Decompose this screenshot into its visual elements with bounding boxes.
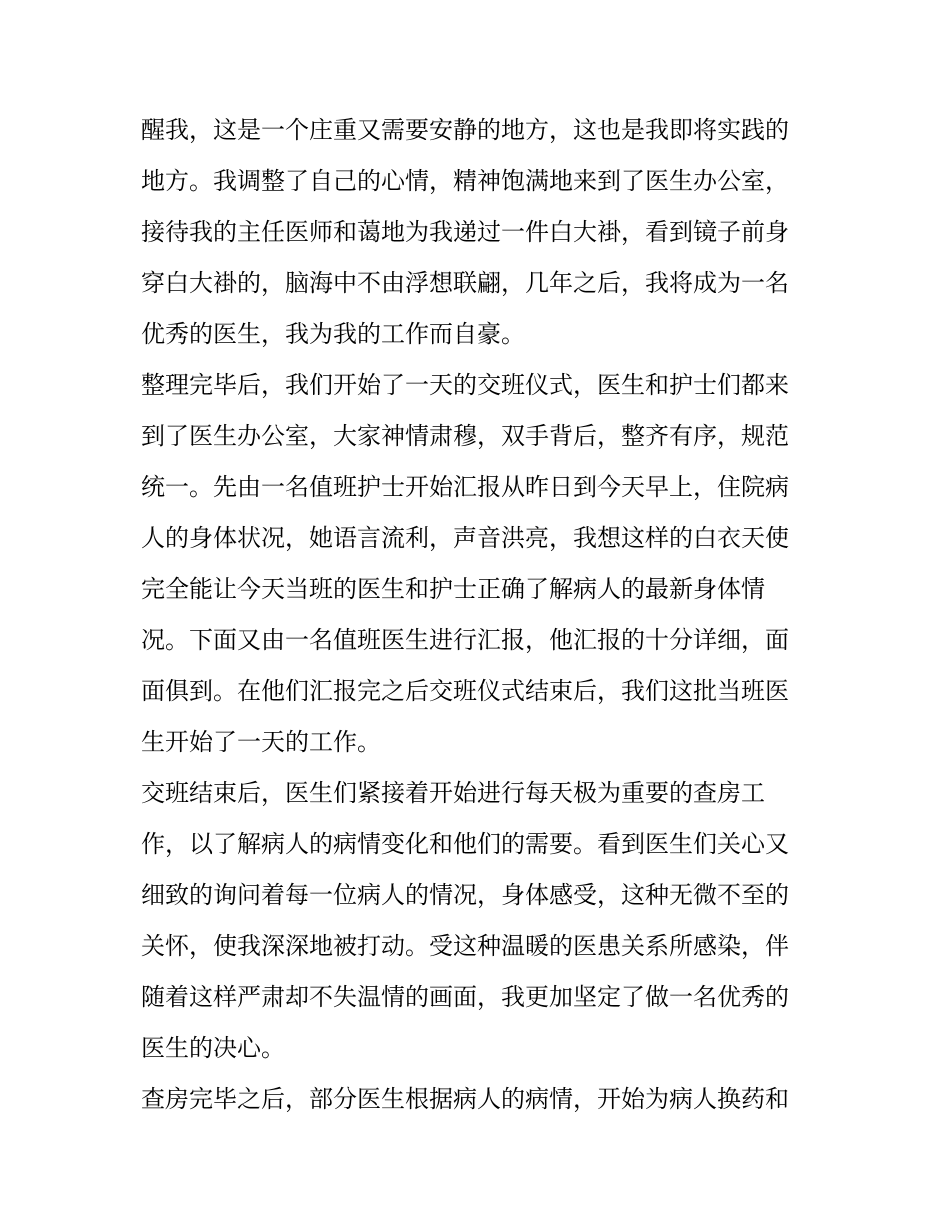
text-line: 随着这样严肃却不失温情的画面，我更加坚定了做一名优秀的 [141, 983, 789, 1011]
text-line: 到了医生办公室，大家神情肃穆，双手背后，整齐有序，规范 [141, 422, 789, 450]
text-line: 醒我，这是一个庄重又需要安静的地方，这也是我即将实践的 [141, 116, 789, 144]
paragraph-1 [141, 105, 813, 360]
text-line: 人的身体状况，她语言流利，声音洪亮，我想这样的白衣天使 [141, 524, 789, 552]
paragraph-4 [141, 1074, 813, 1125]
text-line: 面俱到。在他们汇报完之后交班仪式结束后，我们这批当班医 [141, 677, 789, 705]
text-line: 地方。我调整了自己的心情，精神饱满地来到了医生办公室， [141, 167, 789, 195]
text-line: 统一。先由一名值班护士开始汇报从昨日到今天早上，住院病 [141, 473, 789, 501]
text-line: 交班结束后，医生们紧接着开始进行每天极为重要的查房工 [141, 779, 765, 807]
text-line: 医生的决心。 [141, 1034, 285, 1062]
text-line: 完全能让今天当班的医生和护士正确了解病人的最新身体情 [141, 575, 765, 603]
text-line: 接待我的主任医师和蔼地为我递过一件白大褂，看到镜子前身 [141, 218, 789, 246]
text-line: 细致的询问着每一位病人的情况，身体感受，这种无微不至的 [141, 881, 789, 909]
document-body [141, 105, 813, 1125]
text-line: 作，以了解病人的病情变化和他们的需要。看到医生们关心又 [141, 830, 789, 858]
text-line: 况。下面又由一名值班医生进行汇报，他汇报的十分详细，面 [141, 626, 789, 654]
text-line: 查房完毕之后，部分医生根据病人的病情，开始为病人换药和 [141, 1085, 789, 1113]
text-line: 关怀，使我深深地被打动。受这种温暖的医患关系所感染，伴 [141, 932, 789, 960]
text-line: 整理完毕后，我们开始了一天的交班仪式，医生和护士们都来 [141, 371, 789, 399]
text-line: 优秀的医生，我为我的工作而自豪。 [141, 320, 525, 348]
text-line: 生开始了一天的工作。 [141, 728, 381, 756]
text-line: 穿白大褂的，脑海中不由浮想联翩，几年之后，我将成为一名 [141, 269, 789, 297]
paragraph-3 [141, 768, 813, 1074]
paragraph-2 [141, 360, 813, 768]
